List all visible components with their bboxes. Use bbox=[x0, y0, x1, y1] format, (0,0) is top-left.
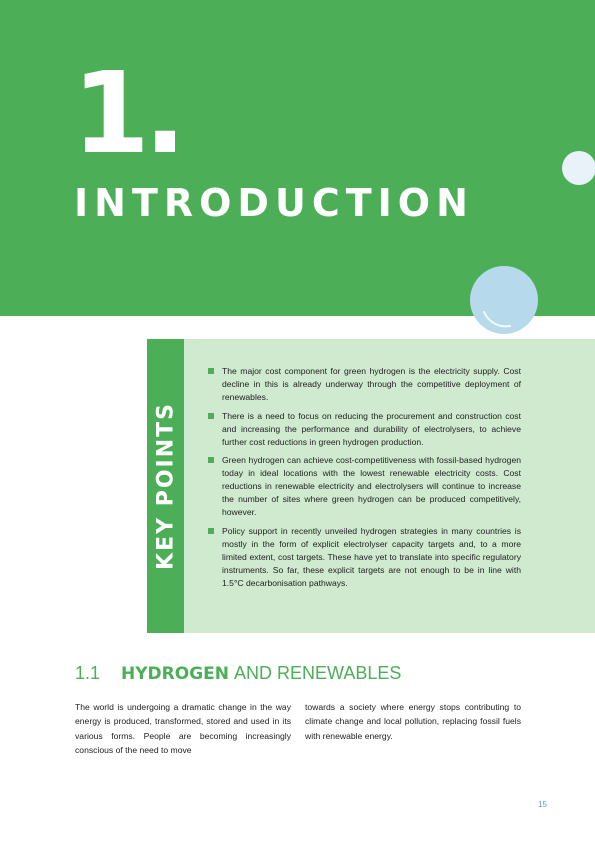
square-bullet-icon bbox=[208, 368, 214, 374]
key-point-text: Green hydrogen can achieve cost-competitiveness with fossil-based hydrogen today in ideal locations with the lowest renewable electricity costs. Cost reductions in renewable electricity and electrolysers will continue to increase the number of sites where green hydrogen can be produced competitively, however. bbox=[222, 455, 521, 518]
key-points-list bbox=[208, 365, 521, 596]
key-point-text: Policy support in recently unveiled hydrogen strategies in many countries is mostly in the form of explicit electrolyser capacity targets and, to a more limited extent, cost targets. These have yet to translate into specific regulatory instruments. So far, these explicit targets are not enough to be in line with 1.5°C decarbonisation pathways. bbox=[222, 525, 521, 588]
key-point-text: The major cost component for green hydrogen is the electricity supply. Cost decline in this is already underway through the competitive deployment of renewables. bbox=[222, 366, 521, 402]
square-bullet-icon bbox=[208, 457, 214, 463]
key-point-item bbox=[208, 525, 521, 590]
body-column-left: The world is undergoing a dramatic change in the way energy is produced, transformed, stored and used in its various forms. People are becoming increasingly conscious of the need to move bbox=[75, 702, 291, 755]
chapter-title: INTRODUCTION bbox=[74, 181, 474, 225]
square-bullet-icon bbox=[208, 528, 214, 534]
key-point-item bbox=[208, 454, 521, 519]
key-point-item bbox=[208, 365, 521, 404]
section-number: 1.1 bbox=[75, 663, 101, 683]
key-point-item bbox=[208, 410, 521, 449]
square-bullet-icon bbox=[208, 413, 214, 419]
key-point-text: There is a need to focus on reducing the procurement and construction cost and increasing the performance and durability of electrolysers, to achieve further cost reductions in green hydrogen production. bbox=[222, 410, 521, 447]
section-title-bold: HYDROGEN bbox=[121, 664, 229, 684]
key-points-tab bbox=[147, 339, 184, 633]
bubble-large-icon bbox=[470, 266, 538, 334]
chapter-number: 1. bbox=[72, 49, 181, 179]
page-number: 15 bbox=[538, 800, 547, 809]
bubble-small-icon bbox=[562, 151, 595, 185]
body-column-right: towards a society where energy stops contributing to climate change and local pollution, replacing fossil fuels with renewable energy. bbox=[305, 702, 521, 741]
section-title-rest: AND RENEWABLES bbox=[234, 663, 402, 683]
key-points-label: KEY POINTS bbox=[153, 402, 178, 570]
section-heading bbox=[75, 664, 401, 683]
